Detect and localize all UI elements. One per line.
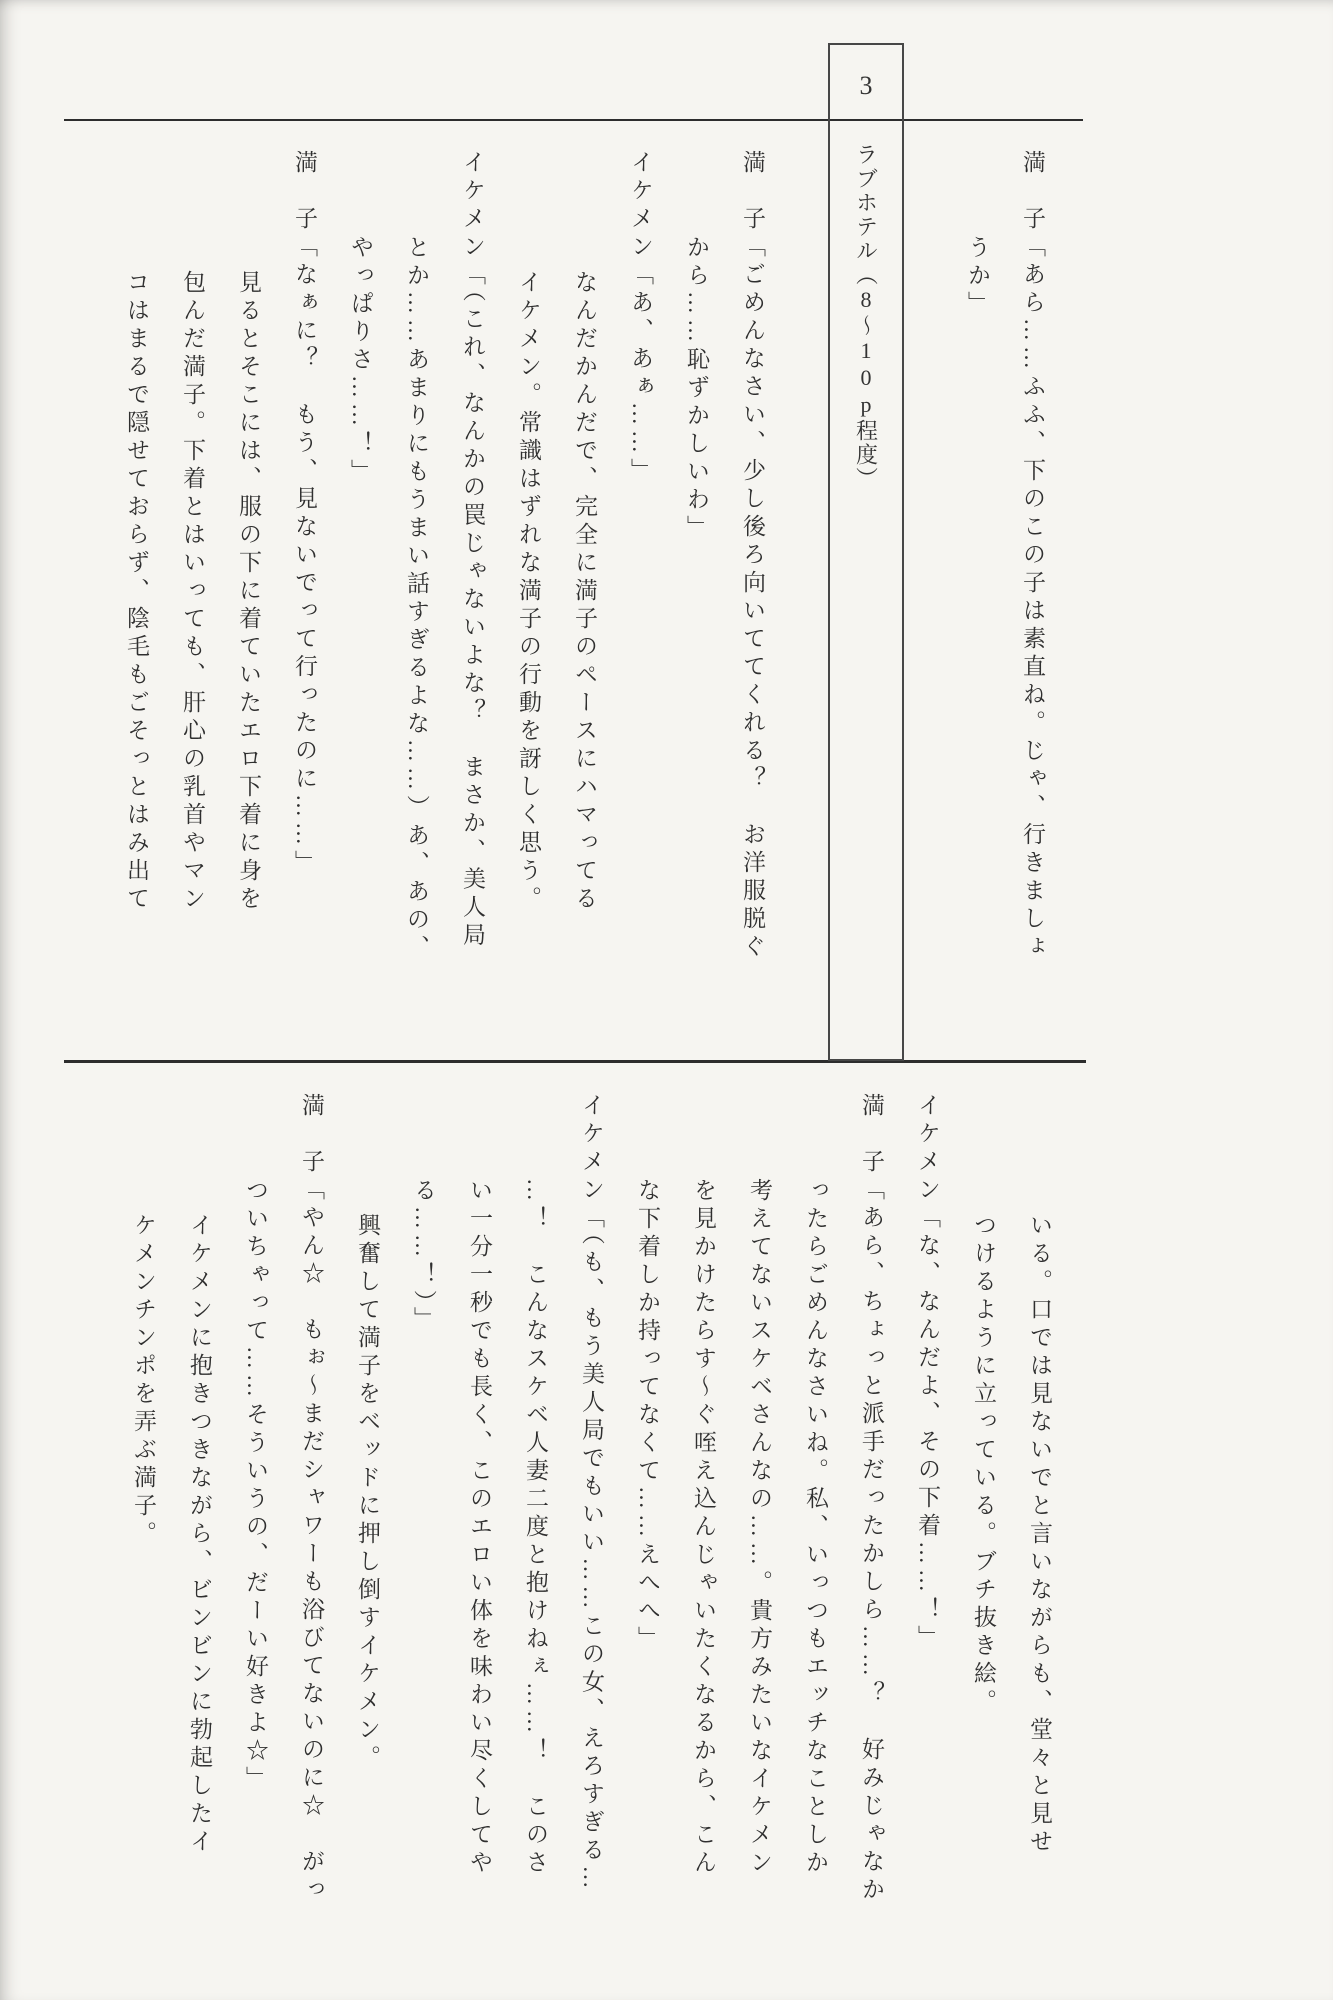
script-line: を見かけたらす～ぐ咥え込んじゃいたくなるから、こん [691, 1178, 716, 1878]
script-line: イケメン「（これ、なんかの罠じゃないよな？ まさか、美人局 [460, 150, 485, 951]
script-line: コはまるで隠せておらず、陰毛もごそっとはみ出て [124, 270, 149, 914]
script-line: イケメン。常識はずれな満子の行動を訝しく思う。 [516, 270, 541, 914]
script-line: 満 子「やん☆ もぉ～まだシャワーも浴びてないのに☆ がっ [299, 1093, 324, 1905]
scene-heading-box [828, 43, 904, 1061]
script-line: イケメンに抱きつきながら、ビンビンに勃起したイ [187, 1213, 212, 1857]
dialogue-block-top-right [934, 120, 1044, 1060]
script-line: つけるように立っている。ブチ抜き絵。 [971, 1213, 996, 1717]
script-line: とか……あまりにもうまい話すぎるよな……）あ、あの、 [404, 235, 429, 963]
script-line: 考えてないスケベさんなの……。貴方みたいなイケメン [747, 1178, 772, 1878]
script-line: ったらごめんなさいね。私、いっつもエッチなことしか [803, 1178, 828, 1878]
script-line: ついちゃって……そういうの、だーい好きよ☆」 [243, 1178, 268, 1794]
script-line: る……！）」 [411, 1178, 436, 1335]
script-line: ケメンチンポを弄ぶ満子。 [131, 1213, 156, 1549]
page-number: 3 [859, 71, 873, 100]
script-line: イケメン「（も、もう美人局でもいい……この女、えろすぎる… [579, 1093, 604, 1894]
script-line: 興奮して満子をベッドに押し倒すイケメン。 [355, 1213, 380, 1773]
script-line: 満 子「ごめんなさい、少し後ろ向いててくれる？ お洋服脱ぐ [740, 150, 765, 962]
scene-heading: ラブホテル（8～10p程度） [853, 143, 879, 491]
script-block-upper [92, 120, 764, 1060]
script-line: から……恥ずかしいわ」 [684, 235, 709, 543]
script-line: 満 子「なぁに？ もう、見ないでって行ったのに……」 [292, 150, 317, 878]
script-line: 満 子「あら……ふふ、下のこの子は素直ね。じゃ、行きましょ [1020, 150, 1045, 962]
script-line: いる。口では見ないでと言いながらも、堂々と見せ [1027, 1213, 1052, 1857]
script-line: うか」 [965, 235, 990, 319]
script-line: い一分一秒でも長く、このエロい体を味わい尽くしてや [467, 1178, 492, 1878]
script-line: イケメン「あ、あぁ……」 [628, 150, 653, 486]
script-line: 包んだ満子。下着とはいっても、肝心の乳首やマン [180, 270, 205, 914]
script-block-lower [99, 1063, 1051, 1998]
script-line: 見るとそこには、服の下に着ていたエロ下着に身を [236, 270, 261, 914]
script-line: な下着しか持ってなくて……えへへ」 [635, 1178, 660, 1654]
script-line: やっぱりさ……！」 [348, 235, 373, 487]
script-line: …！ こんなスケベ人妻二度と抱けねぇ……！ このさ [523, 1178, 548, 1878]
script-line: 満 子「あら、ちょっと派手だったかしら……？ 好みじゃなか [859, 1093, 884, 1905]
script-line: イケメン「な、なんだよ、その下着……！」 [915, 1093, 940, 1653]
script-line: なんだかんだで、完全に満子のペースにハマってる [572, 270, 597, 914]
